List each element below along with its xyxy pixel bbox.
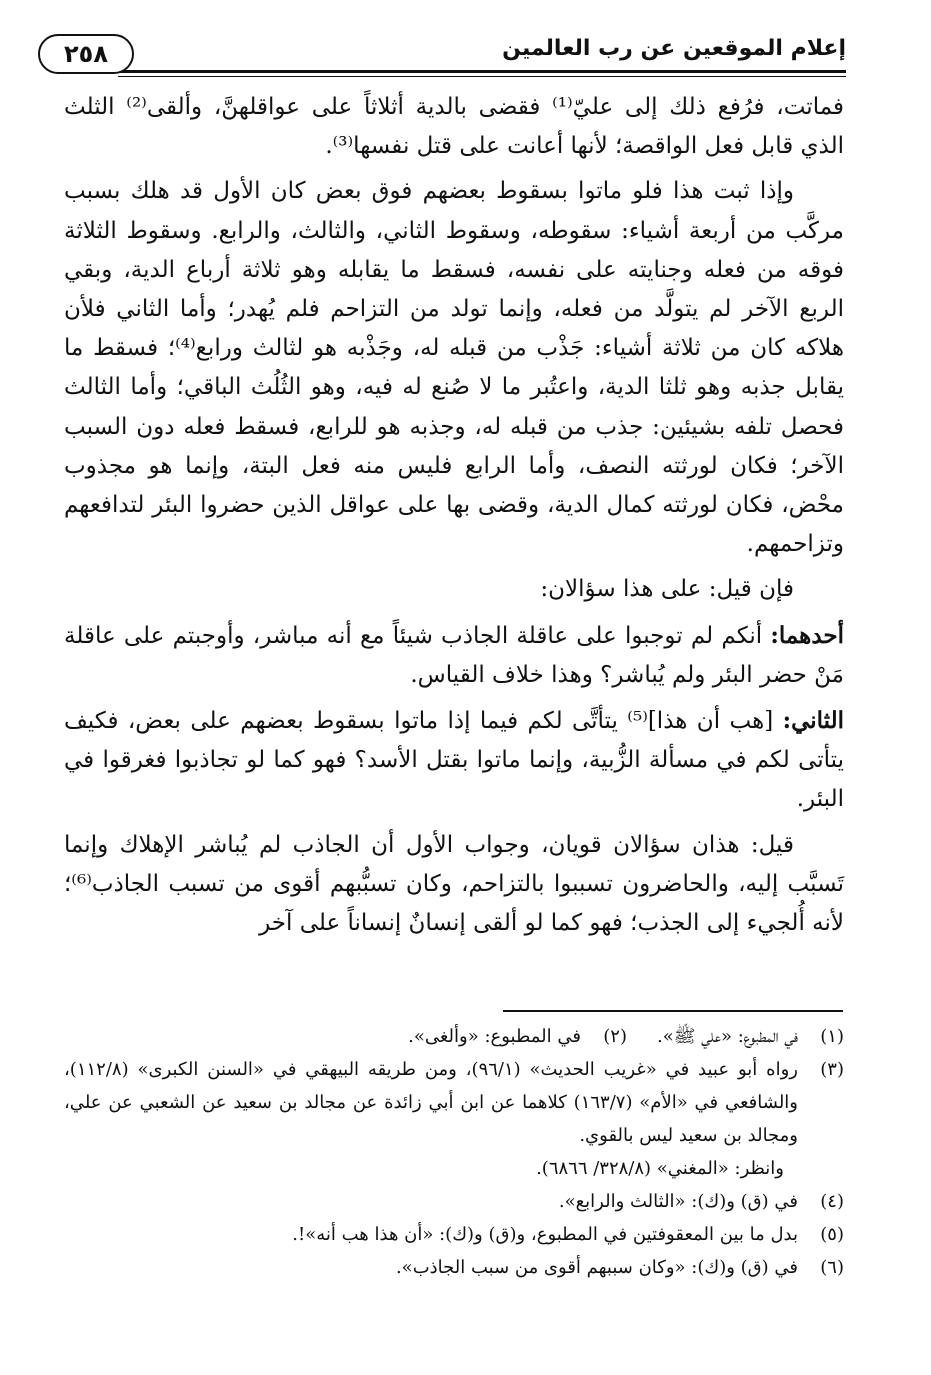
footnotes — [64, 1020, 844, 1284]
footnote-text: بدل ما بين المعقوفتين في المطبوع، و(ق) و(ك): «أن هذا هب أنه»!. — [292, 1224, 798, 1245]
question-2-text: [هب أن هذا]⁽⁵⁾ يتأتَّى لكم فيما إذا ماتوا بسقوط بعضهم على بعض، فكيف يتأتى لكم في مسألة الزُّبية، وإنما ماتوا بقتل الأسد؟ فهو كما لو تجاذبوا فغرقوا في البئر. — [64, 708, 844, 813]
question-2-lead: الثاني: — [782, 707, 844, 735]
footnote-body — [64, 1053, 798, 1185]
footnote-number: (٥) — [820, 1224, 844, 1245]
paragraph-1: فماتت، فرُفع ذلك إلى عليّ⁽¹⁾ فقضى بالدية أثلاثاً على عواقلهنَّ، وألقى⁽²⁾ الثلث الذي قابل فعل الواقصة؛ لأنها أعانت على قتل نفسها⁽³⁾. — [64, 94, 845, 160]
paragraph-3: فإن قيل: على هذا سؤالان: — [540, 576, 794, 603]
footnote-number: (٢) — [603, 1026, 627, 1047]
book-title: إعلام الموقعين عن رب العالمين — [502, 36, 846, 61]
footnote-text: في المطبوع: «وألغى». — [408, 1026, 581, 1047]
footnote-5 — [64, 1218, 844, 1251]
header-rule-thin — [118, 76, 846, 77]
page-number: ٢٥٨ — [38, 34, 134, 74]
footnote-text: في (ق) و(ك): «الثالث والرابع». — [558, 1191, 798, 1212]
page-header — [38, 30, 846, 80]
footnote-number: (٦) — [820, 1257, 844, 1278]
question-1-text: أنكم لم توجبوا على عاقلة الجاذب شيئاً مع أنه مباشر، وأوجبتم على عاقلة مَنْ حضر البئر ولم يُباشر؟ وهذا خلاف القياس. — [64, 622, 844, 688]
footnote-number: (٣) — [820, 1059, 844, 1080]
footnote-1 — [657, 1020, 844, 1053]
footnote-text: رواه أبو عبيد في «غريب الحديث» (٩٦/١)، ومن طريقه البيهقي في «السنن الكبرى» (١١٢/٨)، والشافعي في «الأم» (١٦٣/٧) كلاهما عن ابن أبي زائدة عن مجالد بن سعيد عن الشعبي عن علي، ومجالد بن سعيد ليس بالقوي. — [64, 1059, 798, 1146]
main-text — [64, 88, 844, 949]
answer-paragraph: قيل: هذان سؤالان قويان، وجواب الأول أن الجاذب لم يُباشر الإهلاك وإنما تَسبَّب إليه، والحاضرون تسببوا بالتزاحم، وكان تسبُّبهم أقوى من تسبب الجاذب⁽⁶⁾؛ لأنه أُلجيء إلى الجذب؛ فهو كما لو ألقى إنسانٌ إنساناً على آخر — [64, 831, 844, 937]
question-1 — [64, 616, 844, 695]
question-1-lead: أحدهما: — [770, 621, 844, 649]
footnote-4 — [64, 1185, 844, 1218]
footnote-3 — [64, 1053, 844, 1185]
footnote-text: في المطبوع: «علي ﷺ». — [656, 1026, 798, 1047]
question-2 — [64, 701, 844, 820]
footnote-separator — [503, 1010, 843, 1012]
footnote-row-1-2 — [64, 1020, 844, 1053]
header-rule — [118, 70, 846, 73]
footnote-2 — [408, 1020, 627, 1053]
footnote-number: (٤) — [820, 1191, 844, 1212]
footnote-number: (١) — [820, 1026, 844, 1047]
footnote-6 — [64, 1251, 844, 1284]
footnote-text: في (ق) و(ك): «وكان سببهم أقوى من سبب الجاذب». — [395, 1257, 798, 1278]
paragraph-2: وإذا ثبت هذا فلو ماتوا بسقوط بعضهم فوق بعض كان الأول قد هلك بسبب مركَّب من أربعة أشياء: سقوطه، وسقوط الثاني، والثالث، والرابع. وسقوط الثلاثة فوقه من فعله وجنايته على نفسه، فسقط ما يقابله وهو ثلاثة أرباع الدية، وبقي الربع الآخر لم يتولَّد من فعله، وإنما تولد من التزاحم فلم يُهدر؛ وأما الثاني فلأن هلاكه كان من ثلاثة أشياء: جَذْب من قبله له، وجَذْبه هو لثالث ورابع⁽⁴⁾؛ فسقط ما يقابل جذبه وهو ثلثا الدية، واعتُبر ما لا صُنع له فيه، وهو الثُلُث الباقي؛ وأما الثالث فحصل تلفه بشيئين: جذب من قبله له، وجذبه هو للرابع، فسقط فعله دون السبب الآخر؛ فكان لورثته النصف، وأما الرابع فليس منه فعل البتة، وإنما هو مجذوب محْض، فكان لورثته كمال الدية، وقضى بها على عواقل الذين حضروا البئر لتدافعهم وتزاحمهم. — [64, 178, 844, 558]
footnote-subtext: وانظر: «المغني» (٣٢٨/٨/ ٦٨٦٦). — [536, 1158, 784, 1179]
